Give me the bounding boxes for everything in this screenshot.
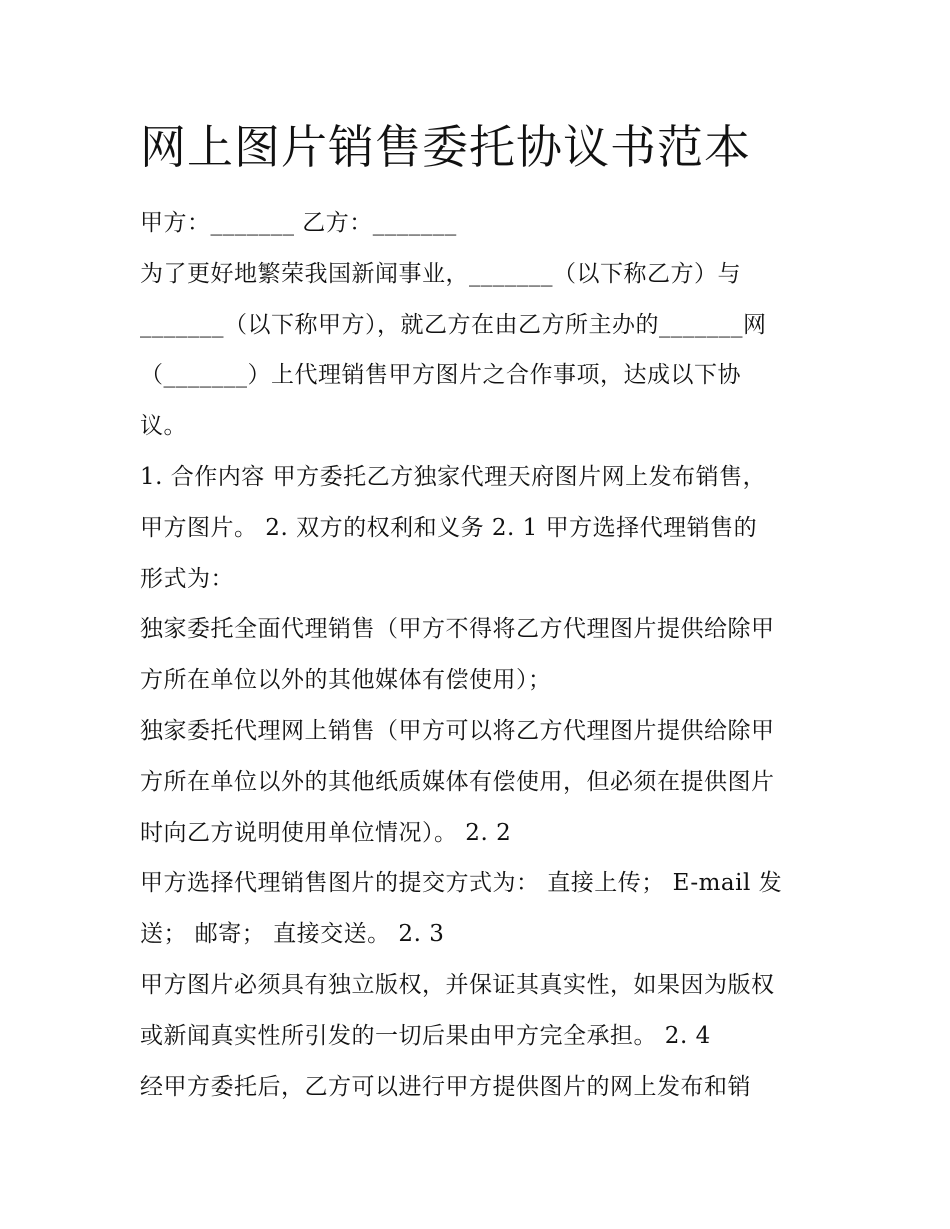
text-line: 为了更好地繁荣我国新闻事业，_______（以下称乙方）与 [140,260,741,287]
text-line: 甲方图片。 2. 双方的权利和义务 2. 1 甲方选择代理销售的 [140,514,758,541]
text-line: 甲方：_______ 乙方：_______ [140,210,457,236]
text-line: _______（以下称甲方），就乙方在由乙方所主办的_______网 [140,311,767,338]
text-line: 送； 邮寄； 直接交送。 2. 3 [140,921,445,948]
text-line: 方所在单位以外的其他媒体有偿使用）； [140,667,552,694]
text-line: 甲方图片必须具有独立版权，并保证其真实性，如果因为版权 [140,971,775,998]
text-line: 方所在单位以外的其他纸质媒体有偿使用，但必须在提供图片 [140,768,775,795]
text-line: 独家委托代理网上销售（甲方可以将乙方代理图片提供给除甲 [140,717,775,744]
text-line: 形式为： [140,565,234,592]
document-title: 网上图片销售委托协议书范本 [140,120,751,174]
text-line: 独家委托全面代理销售（甲方不得将乙方代理图片提供给除甲 [140,616,775,643]
text-line: 时向乙方说明使用单位情况）。 2. 2 [140,819,512,846]
text-line: （_______）上代理销售甲方图片之合作事项，达成以下协 [140,362,741,389]
text-line: 或新闻真实性所引发的一切后果由甲方完全承担。 2. 4 [140,1022,711,1049]
text-line: 甲方选择代理销售图片的提交方式为： 直接上传； E-mail 发 [140,870,783,897]
text-line: 议。 [140,413,187,440]
text-line: 经甲方委托后，乙方可以进行甲方提供图片的网上发布和销 [140,1073,751,1100]
text-line: 1. 合作内容 甲方委托乙方独家代理天府图片网上发布销售， [140,463,767,490]
document-body [140,198,830,1112]
